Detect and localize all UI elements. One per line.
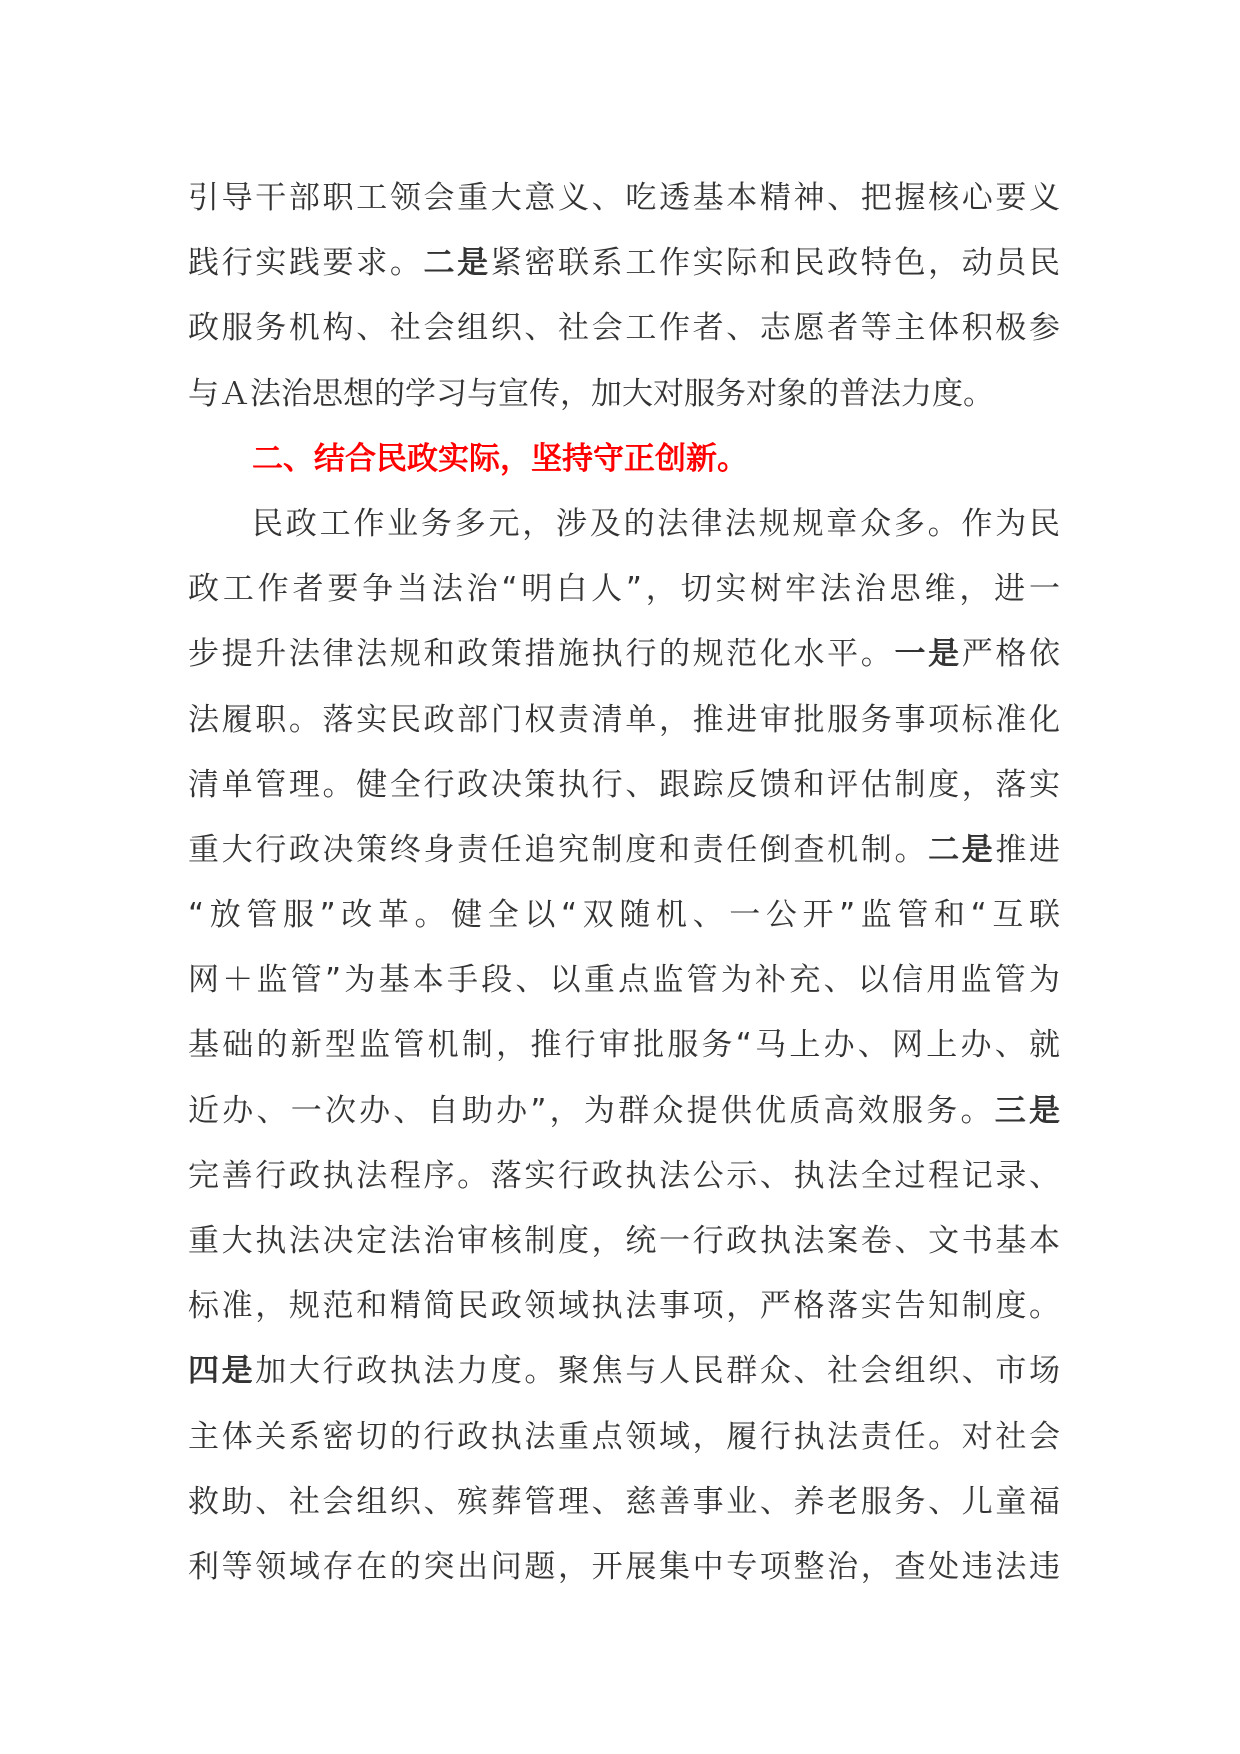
section-heading: 二、结合民政实际，坚持守正创新。 xyxy=(252,440,748,477)
text-line xyxy=(188,1535,1060,1600)
text-line xyxy=(188,753,1060,818)
text-line xyxy=(188,492,1060,557)
text-line xyxy=(188,1144,1060,1209)
text-segment: 践行实践要求。 xyxy=(188,245,424,282)
text-segment: 近办、一次办、自助办”，为群众提供优质高效服务。 xyxy=(188,1092,995,1129)
text-line xyxy=(188,1274,1060,1339)
text-segment: 清单管理。健全行政决策执行、跟踪反馈和评估制度，落实 xyxy=(188,766,1060,803)
text-segment: 严格依 xyxy=(961,636,1061,673)
text-segment: 加大行政执法力度。聚焦与人民群众、社会组织、市场 xyxy=(255,1353,1060,1390)
text-line xyxy=(188,1470,1060,1535)
text-line xyxy=(188,166,1060,231)
text-segment: “放管服”改革。健全以“双随机、一公开”监管和“互联 xyxy=(188,897,1060,934)
text-line xyxy=(188,1405,1060,1470)
text-segment: 主体关系密切的行政执法重点领域，履行执法责任。对社会 xyxy=(188,1418,1060,1455)
bold-lead-text: 二是 xyxy=(928,831,996,868)
text-line xyxy=(188,362,1060,427)
text-line xyxy=(188,296,1060,361)
text-segment: 网＋监管”为基本手段、以重点监管为补充、以信用监管为 xyxy=(188,962,1060,999)
text-line xyxy=(188,818,1060,883)
text-segment: 推进 xyxy=(995,831,1060,868)
text-segment: 政工作者要争当法治“明白人”，切实树牢法治思维，进一 xyxy=(188,571,1060,608)
text-segment: 救助、社会组织、殡葬管理、慈善事业、养老服务、儿童福 xyxy=(188,1483,1060,1520)
text-segment: 利等领域存在的突出问题，开展集中专项整治，查处违法违 xyxy=(188,1548,1060,1585)
text-line xyxy=(188,1013,1060,1078)
text-line xyxy=(188,1339,1060,1404)
text-line xyxy=(188,557,1060,622)
text-segment: 重大行政决策终身责任追究制度和责任倒查机制。 xyxy=(188,831,929,868)
text-segment: 完善行政执法程序。落实行政执法公示、执法全过程记录、 xyxy=(188,1157,1060,1194)
bold-lead-text: 四是 xyxy=(188,1353,256,1390)
bold-lead-text: 二是 xyxy=(423,245,491,282)
text-line xyxy=(188,231,1060,296)
text-segment: 与Ａ法治思想的学习与宣传，加大对服务对象的普法力度。 xyxy=(188,375,994,412)
text-line xyxy=(188,622,1060,687)
text-segment: 紧密联系工作实际和民政特色，动员民 xyxy=(490,245,1061,282)
text-line xyxy=(188,948,1060,1013)
bold-lead-text: 三是 xyxy=(994,1092,1061,1129)
text-line xyxy=(188,688,1060,753)
text-segment: 基础的新型监管机制，推行审批服务“马上办、网上办、就 xyxy=(188,1027,1060,1064)
text-segment: 标准，规范和精简民政领域执法事项，严格落实告知制度。 xyxy=(188,1288,1060,1325)
text-segment: 重大执法决定法治审核制度，统一行政执法案卷、文书基本 xyxy=(188,1223,1060,1259)
bold-lead-text: 一是 xyxy=(894,636,962,673)
text-segment: 政服务机构、社会组织、社会工作者、志愿者等主体积极参 xyxy=(188,310,1060,347)
document-body xyxy=(188,166,1060,1600)
text-line xyxy=(188,883,1060,948)
text-line xyxy=(188,1209,1060,1274)
text-segment: 步提升法律法规和政策措施执行的规范化水平。 xyxy=(188,636,895,673)
text-line xyxy=(188,1079,1060,1144)
text-segment: 法履职。落实民政部门权责清单，推进审批服务事项标准化 xyxy=(188,701,1060,738)
text-segment: 民政工作业务多元，涉及的法律法规规章众多。作为民 xyxy=(252,505,1060,542)
text-segment: 引导干部职工领会重大意义、吃透基本精神、把握核心要义 xyxy=(188,180,1060,216)
